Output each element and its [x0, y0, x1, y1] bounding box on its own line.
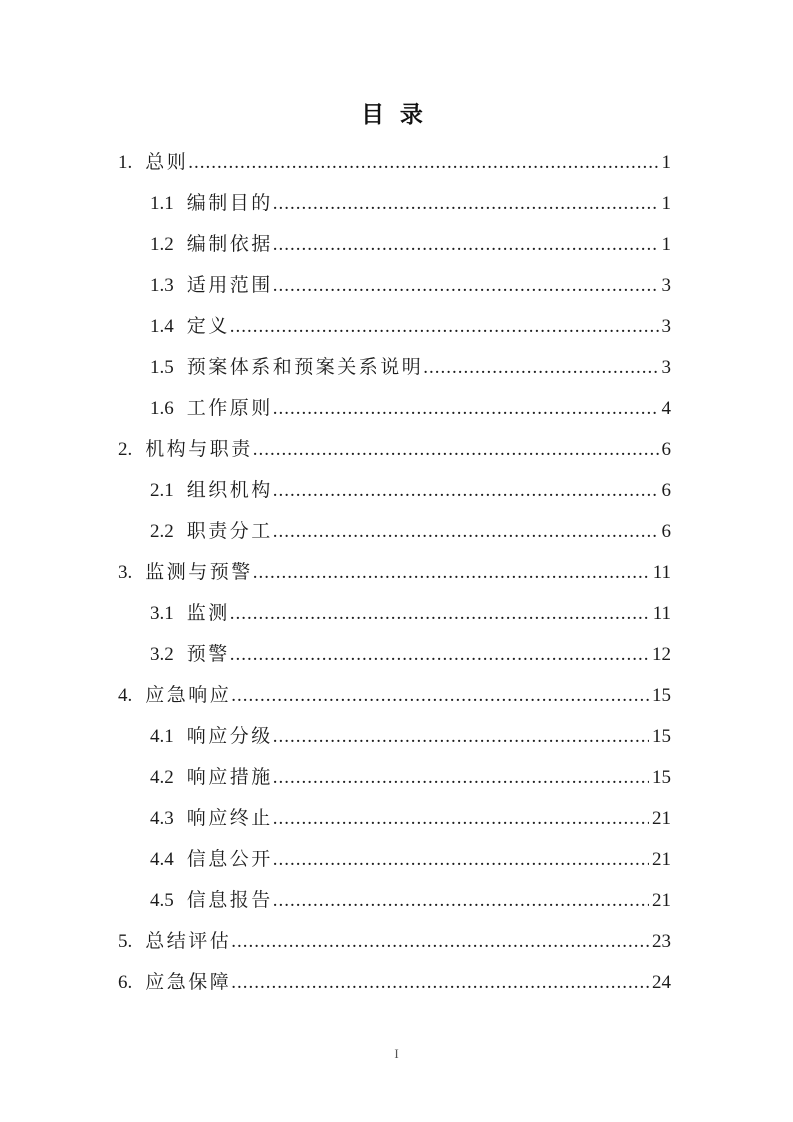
toc-dot-leader — [273, 511, 659, 552]
toc-entry-label: 机构与职责 — [145, 439, 253, 460]
toc-entry-label: 编制依据 — [186, 234, 273, 255]
toc-entry-page-number: 1 — [661, 234, 671, 255]
toc-entry-page-number: 15 — [652, 685, 671, 706]
toc-entry[interactable] — [118, 716, 671, 757]
toc-entry[interactable] — [118, 552, 671, 593]
toc-entry-page-number: 12 — [652, 644, 671, 665]
toc-entry-number: 5. — [118, 931, 133, 952]
toc-dot-leader — [188, 142, 658, 183]
toc-dot-leader — [230, 634, 649, 675]
toc-entry-number: 1.4 — [150, 316, 174, 337]
toc-entry-label: 编制目的 — [186, 193, 273, 214]
toc-dot-leader — [273, 265, 659, 306]
toc-entry[interactable] — [118, 470, 671, 511]
toc-entry-label: 响应分级 — [186, 726, 273, 747]
toc-entry-number: 4. — [118, 685, 133, 706]
toc-entry-number: 1.3 — [150, 275, 174, 296]
toc-entry-number: 1.5 — [150, 357, 174, 378]
toc-entry-page-number: 15 — [652, 767, 671, 788]
toc-entry-label: 组织机构 — [186, 480, 273, 501]
toc-entry-number: 4.1 — [150, 726, 174, 747]
toc-entry-label: 应急保障 — [145, 972, 232, 993]
toc-dot-leader — [273, 880, 649, 921]
toc-entry-number: 3. — [118, 562, 133, 583]
toc-entry[interactable] — [118, 183, 671, 224]
toc-entry-label: 预案体系和预案关系说明 — [186, 357, 424, 378]
toc-entry[interactable] — [118, 634, 671, 675]
toc-entry-page-number: 21 — [652, 890, 671, 911]
toc-entry[interactable] — [118, 880, 671, 921]
toc-dot-leader — [253, 429, 659, 470]
toc-entry[interactable] — [118, 798, 671, 839]
toc-entry[interactable] — [118, 388, 671, 429]
toc-entry-page-number: 24 — [652, 972, 671, 993]
toc-dot-leader — [423, 347, 658, 388]
toc-dot-leader — [273, 470, 659, 511]
toc-entry-number: 4.5 — [150, 890, 174, 911]
toc-entry-number: 2. — [118, 439, 133, 460]
toc-entry-label: 信息公开 — [186, 849, 273, 870]
toc-dot-leader — [273, 716, 649, 757]
toc-entry-label: 监测 — [186, 603, 230, 624]
toc-entry[interactable] — [118, 675, 671, 716]
toc-entry-page-number: 3 — [661, 316, 671, 337]
toc-dot-leader — [273, 183, 659, 224]
toc-entry[interactable] — [118, 429, 671, 470]
page-title: 目 录 — [361, 102, 428, 127]
toc-entry-label: 适用范围 — [186, 275, 273, 296]
toc-entry[interactable] — [118, 839, 671, 880]
toc-entry-label: 总则 — [145, 152, 189, 173]
toc-entry-label: 职责分工 — [186, 521, 273, 542]
toc-dot-leader — [273, 839, 649, 880]
toc-entry-number: 2.2 — [150, 521, 174, 542]
toc-entry-label: 信息报告 — [186, 890, 273, 911]
toc-entry-page-number: 1 — [661, 193, 671, 214]
toc-entry-page-number: 23 — [652, 931, 671, 952]
toc-entry-label: 定义 — [186, 316, 230, 337]
toc-entry-number: 1. — [118, 152, 133, 173]
toc-dot-leader — [273, 388, 659, 429]
toc-entry-number: 4.2 — [150, 767, 174, 788]
toc-entry-number: 3.2 — [150, 644, 174, 665]
toc-entry[interactable] — [118, 224, 671, 265]
toc-entry-page-number: 3 — [661, 357, 671, 378]
toc-entry-label: 预警 — [186, 644, 230, 665]
toc-entry-page-number: 15 — [652, 726, 671, 747]
toc-entry[interactable] — [118, 757, 671, 798]
toc-dot-leader — [231, 962, 649, 1003]
toc-dot-leader — [273, 798, 649, 839]
toc-entry-label: 应急响应 — [145, 685, 232, 706]
toc-entry[interactable] — [118, 962, 671, 1003]
toc-entry-number: 6. — [118, 972, 133, 993]
toc-entry-page-number: 11 — [652, 603, 671, 624]
toc-entry-page-number: 1 — [661, 152, 671, 173]
toc-entry-number: 4.3 — [150, 808, 174, 829]
toc-dot-leader — [273, 757, 649, 798]
toc-entry[interactable] — [118, 511, 671, 552]
toc-entry-number: 1.2 — [150, 234, 174, 255]
toc-entry-page-number: 4 — [661, 398, 671, 419]
toc-entry[interactable] — [118, 265, 671, 306]
toc-dot-leader — [230, 593, 650, 634]
toc-entry-page-number: 21 — [652, 849, 671, 870]
toc-dot-leader — [231, 921, 649, 962]
toc-entry[interactable] — [118, 593, 671, 634]
toc-entry-label: 工作原则 — [186, 398, 273, 419]
toc-dot-leader — [231, 675, 649, 716]
toc-dot-leader — [253, 552, 650, 593]
toc-entry-label: 响应终止 — [186, 808, 273, 829]
toc-entry-page-number: 21 — [652, 808, 671, 829]
toc-entry[interactable] — [118, 347, 671, 388]
toc-entry[interactable] — [118, 306, 671, 347]
toc-dot-leader — [273, 224, 659, 265]
toc-entry-page-number: 11 — [652, 562, 671, 583]
toc-entry-label: 监测与预警 — [145, 562, 253, 583]
toc-entry-number: 2.1 — [150, 480, 174, 501]
toc-entry-page-number: 6 — [661, 521, 671, 542]
toc-entry-page-number: 3 — [661, 275, 671, 296]
footer-page-number: I — [394, 1046, 399, 1061]
toc-entry[interactable] — [118, 921, 671, 962]
toc-list — [118, 142, 671, 1003]
toc-entry-page-number: 6 — [661, 480, 671, 501]
toc-dot-leader — [230, 306, 659, 347]
toc-entry-number: 4.4 — [150, 849, 174, 870]
toc-entry-number: 3.1 — [150, 603, 174, 624]
toc-entry-label: 总结评估 — [145, 931, 232, 952]
toc-entry[interactable] — [118, 142, 671, 183]
page-footer — [0, 1046, 793, 1062]
toc-entry-number: 1.1 — [150, 193, 174, 214]
toc-entry-label: 响应措施 — [186, 767, 273, 788]
toc-entry-number: 1.6 — [150, 398, 174, 419]
toc-entry-page-number: 6 — [661, 439, 671, 460]
